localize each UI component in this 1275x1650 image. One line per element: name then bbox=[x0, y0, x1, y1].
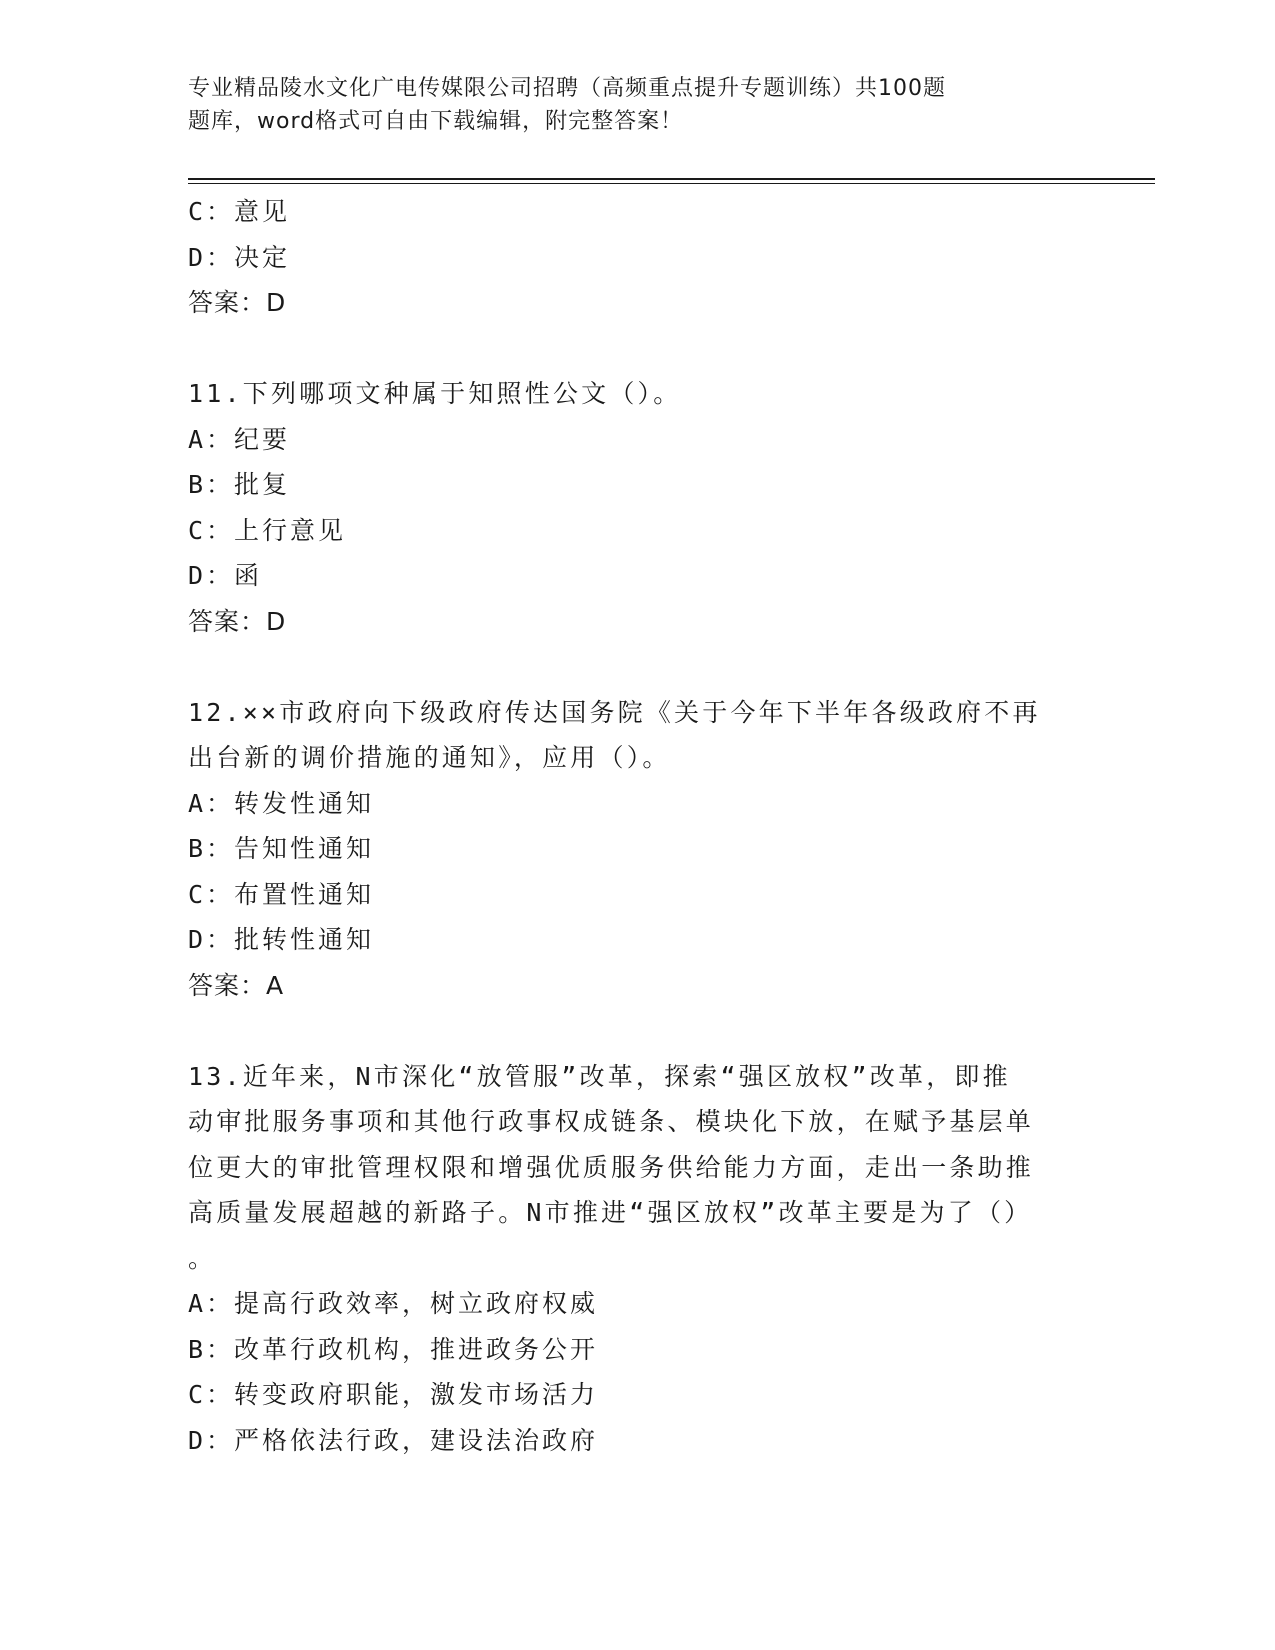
header-divider-thin bbox=[188, 183, 1155, 184]
question-11 bbox=[188, 371, 1088, 644]
answer-line: 答案：A bbox=[188, 970, 285, 1000]
option-a: A：转发性通知 bbox=[188, 788, 375, 818]
option-c: C：转变政府职能，激发市场活力 bbox=[188, 1380, 599, 1409]
answer-line: 答案：D bbox=[188, 606, 287, 636]
question-text: 出台新的调价措施的通知》，应用（）。 bbox=[188, 743, 671, 772]
question-text: 12.××市政府向下级政府传达国务院《关于今年下半年各级政府不再 bbox=[188, 697, 1041, 727]
question-text: 13.近年来，N市深化“放管服”改革，探索“强区放权”改革，即推 bbox=[188, 1061, 1011, 1091]
spacer bbox=[188, 1008, 1088, 1054]
option-d: D：函 bbox=[188, 561, 263, 590]
header-line-2: 题库，word格式可自由下载编辑，附完整答案！ bbox=[188, 109, 684, 134]
question-12 bbox=[188, 690, 1088, 1009]
option-b: B：告知性通知 bbox=[188, 834, 375, 863]
document-body bbox=[188, 189, 1088, 1463]
question-text: 位更大的审批管理权限和增强优质服务供给能力方面，走出一条助推 bbox=[188, 1152, 1035, 1182]
option-d: D：决定 bbox=[188, 242, 291, 272]
question-text: 动审批服务事项和其他行政事权成链条、模块化下放，在赋予基层单 bbox=[188, 1107, 1035, 1136]
spacer bbox=[188, 644, 1088, 690]
option-c: C：上行意见 bbox=[188, 515, 347, 545]
option-a: A：提高行政效率，树立政府权威 bbox=[188, 1289, 599, 1318]
header-divider-thick bbox=[188, 178, 1155, 180]
question-text: 。 bbox=[188, 1243, 217, 1273]
question-text: 高质量发展超越的新路子。N市推进“强区放权”改革主要是为了（） bbox=[188, 1198, 1033, 1227]
option-c: C：意见 bbox=[188, 197, 291, 226]
question-text: 11.下列哪项文种属于知照性公文（）。 bbox=[188, 379, 682, 408]
option-b: B：批复 bbox=[188, 470, 291, 499]
question-13 bbox=[188, 1054, 1088, 1464]
document-header bbox=[188, 72, 1048, 138]
option-c: C：布置性通知 bbox=[188, 879, 375, 909]
answer-line: 答案：D bbox=[188, 288, 287, 317]
header-line-1: 专业精品陵水文化广电传媒限公司招聘（高频重点提升专题训练）共100题 bbox=[188, 76, 946, 101]
option-b: B：改革行政机构，推进政务公开 bbox=[188, 1334, 599, 1364]
spacer bbox=[188, 326, 1088, 372]
option-d: D：批转性通知 bbox=[188, 925, 375, 954]
question-10-tail bbox=[188, 189, 1088, 326]
option-a: A：纪要 bbox=[188, 424, 291, 454]
option-d: D：严格依法行政，建设法治政府 bbox=[188, 1425, 599, 1455]
